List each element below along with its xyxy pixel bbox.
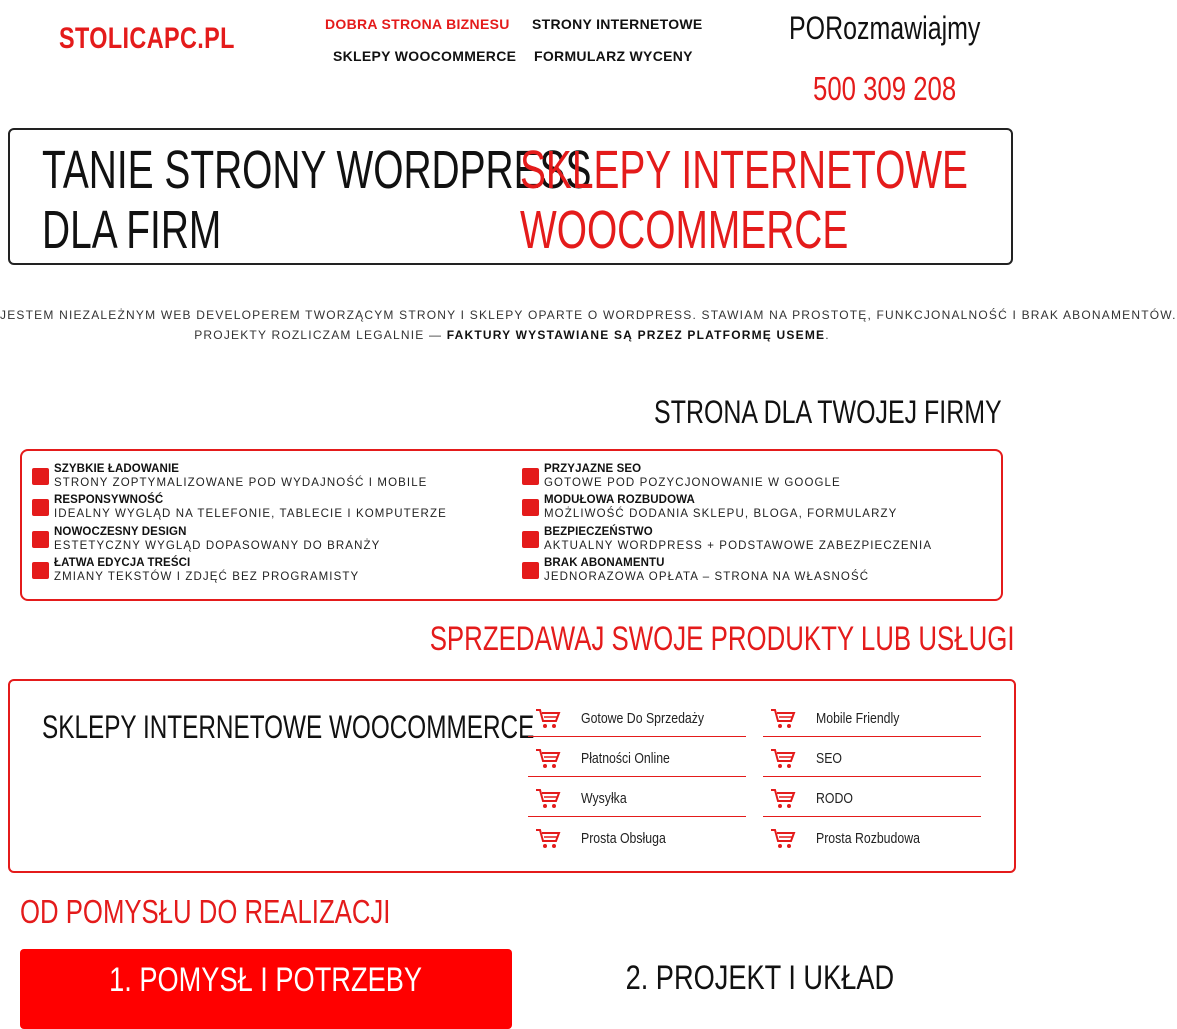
process-step-2-label — [520, 959, 1000, 998]
nav-item-dobra-strona-biznesu[interactable]: DOBRA STRONA BIZNESU — [325, 16, 510, 32]
hero-subtitle-line-1: SKLEPY INTERNETOWE — [520, 140, 968, 200]
feature-item — [32, 557, 492, 587]
feature-title: PRZYJAZNE SEO — [544, 463, 642, 475]
shop-feature-item — [528, 697, 746, 737]
intro-text-line-1: JESTEM NIEZALEŻNYM WEB DEVELOPEREM TWORZĄCYM STRONY I SKLEPY OPARTE O WORDPRESS. STAWIAM NA PROSTOTĘ, FUNKCJONALNOŚĆ I BRAK ABONAMENTÓW. — [0, 308, 1177, 322]
shopping-cart-icon — [535, 828, 561, 850]
shop-feature-label: Płatności Online — [581, 750, 670, 767]
intro-suffix: . — [825, 328, 830, 342]
feature-desc: GOTOWE POD POZYCJONOWANIE W GOOGLE — [544, 477, 841, 489]
contact-label: PORozmawiajmy — [789, 10, 981, 46]
shop-feature-item — [528, 817, 746, 857]
feature-title: NOWOCZESNY DESIGN — [54, 526, 187, 538]
shopping-cart-icon — [770, 748, 796, 770]
shop-feature-label: Gotowe Do Sprzedaży — [581, 710, 705, 727]
shop-feature-item — [763, 777, 981, 817]
woocommerce-box — [8, 679, 1016, 873]
intro-prefix: PROJEKTY ROZLICZAM LEGALNIE — — [194, 328, 447, 342]
phone-number-link[interactable]: 500 309 208 — [813, 70, 957, 107]
feature-desc: ESTETYCZNY WYGLĄD DOPASOWANY DO BRANŻY — [54, 540, 381, 552]
shop-feature-label: Prosta Rozbudowa — [816, 830, 920, 847]
shop-title: SKLEPY INTERNETOWE WOOCOMMERCE — [42, 709, 535, 745]
feature-title: BRAK ABONAMENTU — [544, 557, 665, 569]
feature-desc: MOŻLIWOŚĆ DODANIA SKLEPU, BLOGA, FORMULARZY — [544, 508, 898, 520]
red-square-icon — [522, 468, 539, 485]
feature-desc: STRONY ZOPTYMALIZOWANE POD WYDAJNOŚĆ I MOBILE — [54, 477, 428, 489]
feature-desc: ZMIANY TEKSTÓW I ZDJĘĆ BEZ PROGRAMISTY — [54, 571, 360, 583]
shopping-cart-icon — [770, 828, 796, 850]
feature-title: BEZPIECZEŃSTWO — [544, 526, 653, 538]
feature-desc: AKTUALNY WORDPRESS + PODSTAWOWE ZABEZPIECZENIA — [544, 540, 933, 552]
feature-item — [522, 463, 982, 493]
red-square-icon — [32, 499, 49, 516]
shop-feature-label: Prosta Obsługa — [581, 830, 666, 847]
shopping-cart-icon — [535, 788, 561, 810]
nav-item-sklepy-woocommerce[interactable]: SKLEPY WOOCOMMERCE — [333, 48, 517, 64]
section-heading-sell: SPRZEDAWAJ SWOJE PRODUKTY LUB USŁUGI — [430, 620, 1015, 658]
red-square-icon — [522, 499, 539, 516]
feature-item — [522, 557, 982, 587]
nav-item-strony-internetowe[interactable]: STRONY INTERNETOWE — [532, 16, 703, 32]
shop-feature-item — [763, 817, 981, 857]
feature-title: ŁATWA EDYCJA TREŚCI — [54, 557, 191, 569]
shop-feature-label: RODO — [816, 790, 853, 807]
process-step-2-tab[interactable] — [520, 949, 1000, 1029]
feature-item — [32, 494, 492, 524]
shop-feature-label: Mobile Friendly — [816, 710, 900, 727]
intro-text-line-2 — [0, 328, 1024, 342]
feature-desc: JEDNORAZOWA OPŁATA – STRONA NA WŁASNOŚĆ — [544, 571, 870, 583]
red-square-icon — [32, 531, 49, 548]
feature-item — [32, 526, 492, 556]
red-square-icon — [32, 562, 49, 579]
feature-title: SZYBKIE ŁADOWANIE — [54, 463, 180, 475]
features-box — [20, 449, 1003, 601]
site-logo[interactable]: STOLICAPC.PL — [59, 22, 235, 55]
shopping-cart-icon — [770, 708, 796, 730]
feature-item — [32, 463, 492, 493]
shopping-cart-icon — [770, 788, 796, 810]
red-square-icon — [522, 531, 539, 548]
shop-feature-label: SEO — [816, 750, 842, 767]
shop-feature-item — [763, 697, 981, 737]
shopping-cart-icon — [535, 708, 561, 730]
process-step-1-label — [20, 961, 512, 1000]
section-heading-strona: STRONA DLA TWOJEJ FIRMY — [654, 394, 1002, 430]
shop-feature-label: Wysyłka — [581, 790, 627, 807]
process-step-1-tab[interactable] — [20, 949, 512, 1029]
hero-title-line-2: DLA FIRM — [42, 200, 222, 260]
feature-title: MODUŁOWA ROZBUDOWA — [544, 494, 695, 506]
section-heading-process: OD POMYSŁU DO REALIZACJI — [20, 893, 391, 930]
feature-item — [522, 526, 982, 556]
intro-bold: FAKTURY WYSTAWIANE SĄ PRZEZ PLATFORMĘ USEME — [446, 328, 826, 342]
shop-feature-item — [528, 777, 746, 817]
red-square-icon — [522, 562, 539, 579]
shop-feature-item — [528, 737, 746, 777]
nav-item-formularz-wyceny[interactable]: FORMULARZ WYCENY — [534, 48, 693, 64]
shop-feature-item — [763, 737, 981, 777]
feature-desc: IDEALNY WYGLĄD NA TELEFONIE, TABLECIE I KOMPUTERZE — [54, 508, 447, 520]
hero-subtitle-line-2: WOOCOMMERCE — [520, 200, 849, 260]
feature-title: RESPONSYWNOŚĆ — [54, 494, 164, 506]
process-step-2-text: 2. PROJEKT I UKŁAD — [625, 959, 895, 997]
hero-title-line-1: TANIE STRONY WORDPRESS — [42, 140, 592, 200]
process-step-1-text: 1. POMYSŁ I POTRZEBY — [109, 961, 423, 999]
hero-banner — [8, 128, 1013, 265]
red-square-icon — [32, 468, 49, 485]
feature-item — [522, 494, 982, 524]
shopping-cart-icon — [535, 748, 561, 770]
